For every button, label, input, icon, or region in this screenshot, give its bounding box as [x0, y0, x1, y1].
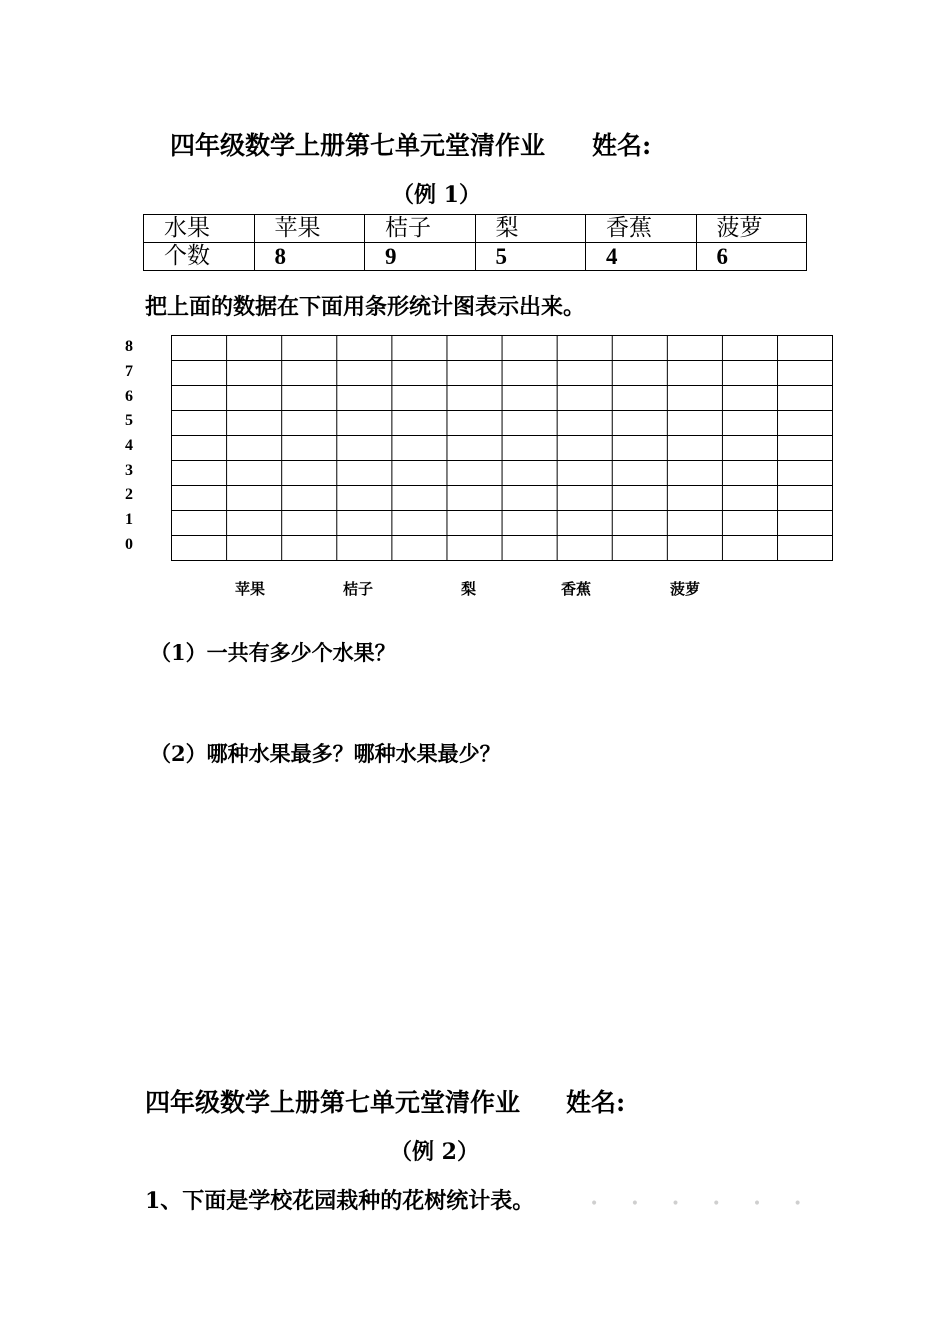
- fruit-cell: 菠萝: [696, 215, 807, 243]
- fruit-cell: 梨: [475, 215, 586, 243]
- sheet2-question-1: 1、下面是学校花园栽种的花树统计表。: [145, 1188, 535, 1214]
- example-label-2: （例 2）: [390, 1139, 479, 1165]
- y-tick-label: 6: [125, 388, 133, 405]
- y-tick-label: 4: [125, 437, 133, 454]
- count-cell: 9: [365, 243, 476, 271]
- question-1: （1）一共有多少个水果？: [150, 640, 396, 665]
- instruction-text: 把上面的数据在下面用条形统计图表示出来。: [145, 294, 586, 320]
- x-category-label: 苹果: [235, 580, 266, 598]
- name-label-2: 姓名:: [566, 1088, 626, 1117]
- blank-chart-grid: [171, 335, 833, 561]
- y-tick-label: 8: [125, 338, 133, 355]
- name-label: 姓名:: [592, 131, 652, 160]
- count-cell: 8: [254, 243, 365, 271]
- count-cell: 5: [475, 243, 586, 271]
- x-category-label: 梨: [461, 580, 477, 598]
- fruit-cell: 苹果: [254, 215, 365, 243]
- page-title: 四年级数学上册第七单元堂清作业: [170, 131, 546, 160]
- table-row: [144, 215, 807, 243]
- example-label: （例 1）: [392, 182, 481, 208]
- fruit-count-table: [143, 214, 807, 271]
- y-tick-label: 7: [125, 363, 133, 380]
- fruit-cell: 桔子: [365, 215, 476, 243]
- fruit-cell: 香蕉: [586, 215, 697, 243]
- y-tick-label: 0: [125, 536, 133, 553]
- y-tick-label: 1: [125, 511, 133, 528]
- x-category-label: 香蕉: [561, 580, 592, 598]
- table-header-cell: 个数: [144, 243, 255, 271]
- y-tick-label: 2: [125, 486, 133, 503]
- count-cell: 4: [586, 243, 697, 271]
- table-row: [144, 243, 807, 271]
- page-title-2: 四年级数学上册第七单元堂清作业: [145, 1088, 521, 1117]
- table-header-cell: 水果: [144, 215, 255, 243]
- faint-dots: • • • • • •: [590, 1196, 816, 1212]
- x-category-label: 菠萝: [670, 580, 701, 598]
- x-category-label: 桔子: [343, 580, 374, 598]
- question-2: （2）哪种水果最多？哪种水果最少？: [150, 741, 501, 766]
- y-tick-label: 3: [125, 462, 133, 479]
- y-tick-label: 5: [125, 412, 133, 429]
- count-cell: 6: [696, 243, 807, 271]
